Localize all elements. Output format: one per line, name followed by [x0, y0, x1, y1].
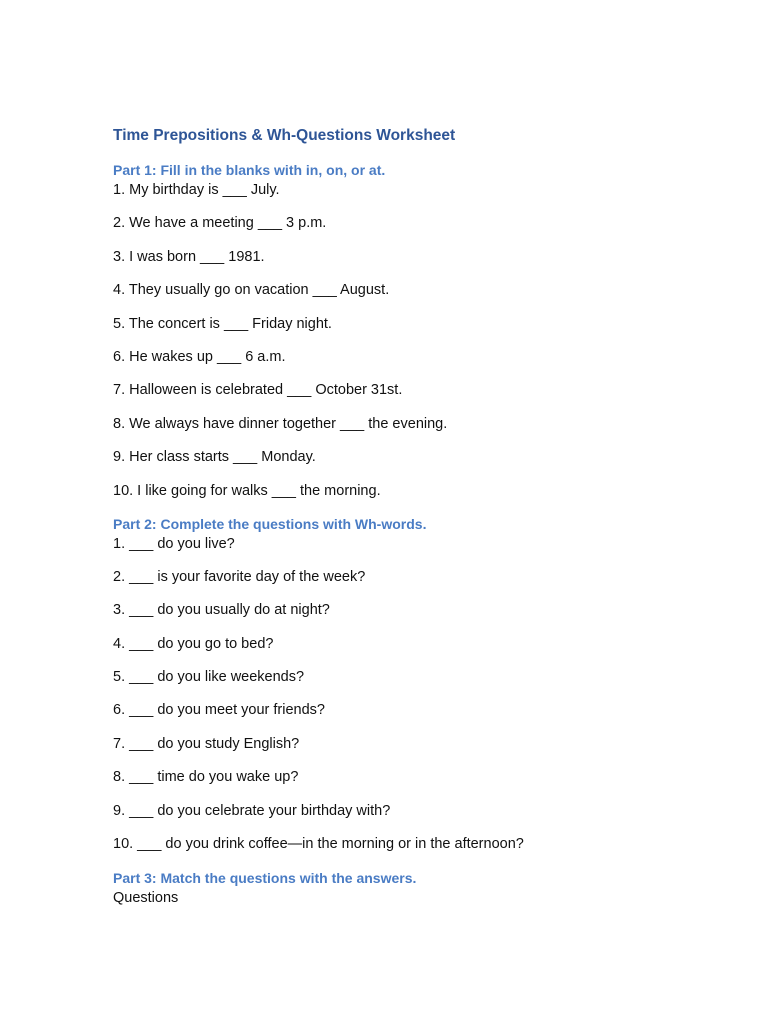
part1-item-6: 6. He wakes up ___ 6 a.m.	[113, 348, 286, 365]
part2-item-3: 3. ___ do you usually do at night?	[113, 602, 330, 619]
part2-item-6: 6. ___ do you meet your friends?	[113, 702, 325, 719]
part1-item-8: 8. We always have dinner together ___ the evening.	[113, 415, 448, 432]
part3-subheading: Questions	[113, 890, 179, 907]
worksheet-title: Time Prepositions & Wh-Questions Worksheet	[113, 127, 456, 144]
part2-item-7: 7. ___ do you study English?	[113, 735, 300, 752]
part1-heading: Part 1: Fill in the blanks with in, on, or at.	[113, 162, 386, 178]
part2-item-2: 2. ___ is your favorite day of the week?	[113, 568, 366, 585]
part2-item-1: 1. ___ do you live?	[113, 535, 235, 552]
part1-list	[113, 180, 708, 501]
part2-item-10: 10. ___ do you drink coffee—in the morning or in the afternoon?	[113, 836, 524, 853]
spacer	[113, 501, 708, 514]
part3-heading: Part 3: Match the questions with the answers.	[113, 870, 417, 887]
part2-list	[113, 534, 708, 855]
part1-item-3: 3. I was born ___ 1981.	[113, 248, 265, 265]
part2-item-5: 5. ___ do you like weekends?	[113, 669, 305, 686]
part2-item-9: 9. ___ do you celebrate your birthday with?	[113, 802, 391, 819]
part2-item-8: 8. ___ time do you wake up?	[113, 769, 299, 786]
part1-item-10: 10. I like going for walks ___ the morning.	[113, 482, 381, 499]
part1-item-2: 2. We have a meeting ___ 3 p.m.	[113, 215, 327, 232]
part1-item-1: 1. My birthday is ___ July.	[113, 182, 280, 198]
spacer	[113, 148, 708, 160]
part2-heading: Part 2: Complete the questions with Wh-words.	[113, 515, 427, 532]
part2-item-4: 4. ___ do you go to bed?	[113, 635, 274, 652]
part1-item-7: 7. Halloween is celebrated ___ October 31st.	[113, 382, 403, 399]
part1-item-4: 4. They usually go on vacation ___ August.	[113, 282, 390, 299]
part1-item-9: 9. Her class starts ___ Monday.	[113, 449, 316, 466]
part1-item-5: 5. The concert is ___ Friday night.	[113, 315, 332, 332]
spacer	[113, 854, 708, 868]
